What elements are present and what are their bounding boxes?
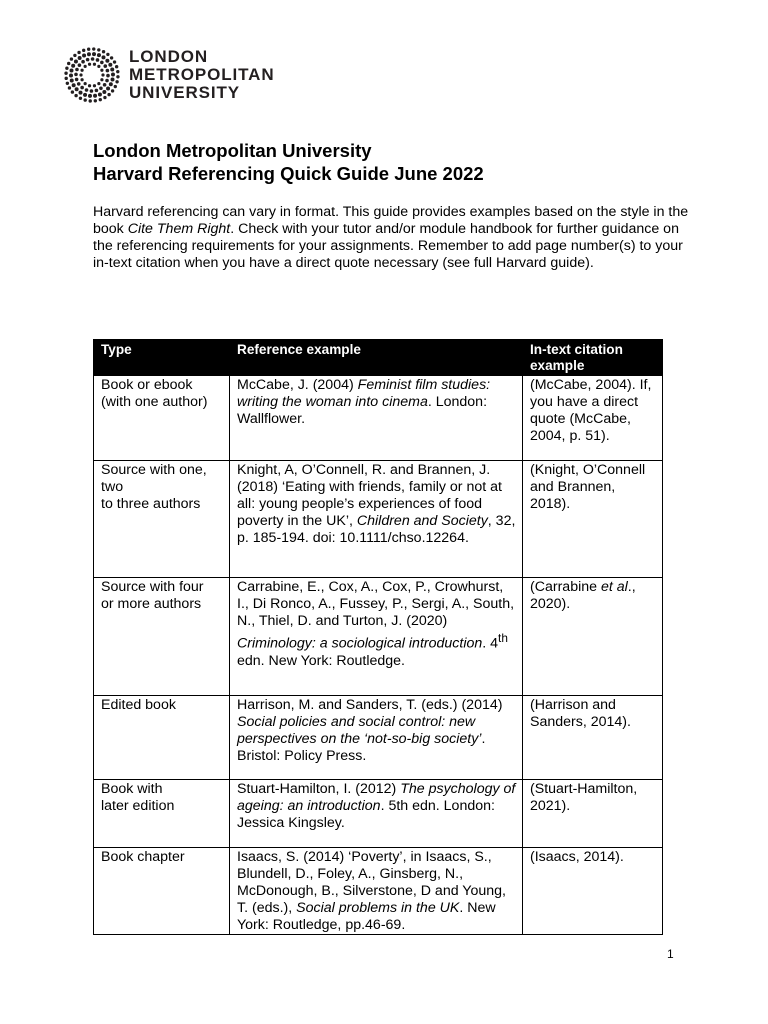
reference-cell: Stuart-Hamilton, I. (2012) The psychology of ageing: an introduction. 5th edn. London: Jessica Kingsley. — [230, 780, 523, 848]
type-cell: Book with later edition — [94, 780, 230, 848]
citation-cell: (Isaacs, 2014). — [523, 848, 663, 935]
reference-cell: McCabe, J. (2004) Feminist film studies: writing the woman into cinema. London: Wallflower. — [230, 376, 523, 461]
table-row — [94, 376, 663, 461]
university-logo — [64, 47, 275, 103]
logo-line-1: LONDON — [129, 47, 209, 66]
type-cell: Source with one, two to three authors — [94, 461, 230, 578]
type-cell: Book chapter — [94, 848, 230, 935]
header-type: Type — [94, 340, 230, 376]
page-title — [93, 139, 484, 185]
header-reference: Reference example — [230, 340, 523, 376]
page-number: 1 — [667, 947, 674, 961]
table-row — [94, 848, 663, 935]
citation-cell: (McCabe, 2004). If, you have a direct quote (McCabe, 2004, p. 51). — [523, 376, 663, 461]
citation-cell: (Harrison and Sanders, 2014). — [523, 696, 663, 780]
intro-text-1: Harvard referencing can vary in format. This guide provides examples based on the style in the book — [93, 204, 689, 237]
type-cell: Source with four or more authors — [94, 578, 230, 696]
table-row — [94, 461, 663, 578]
reference-table — [93, 339, 663, 935]
starburst-logo-icon — [64, 47, 120, 103]
intro-book-title: Cite Them Right — [127, 221, 231, 237]
intro-text-2: . Check with your tutor and/or module handbook for further guidance on the referencing requirements for your assignments. Remember to add page number(s) to your in-text citation when you have a direct quote necessary (see full Harvard guide). — [93, 221, 683, 271]
logo-wordmark — [129, 48, 275, 102]
table-header-row — [94, 340, 663, 376]
type-cell: Edited book — [94, 696, 230, 780]
logo-line-3: UNIVERSITY — [129, 83, 241, 102]
type-cell: Book or ebook (with one author) — [94, 376, 230, 461]
reference-cell: Isaacs, S. (2014) ‘Poverty’, in Isaacs, S., Blundell, D., Foley, A., Ginsberg, N., McDonough, B., Silverstone, D and Young, T. (eds.), Social problems in the UK. New York: Routledge, pp.46-69. — [230, 848, 523, 935]
header-citation: In-text citation example — [523, 340, 663, 376]
table-row — [94, 578, 663, 696]
logo-line-2: METROPOLITAN — [129, 65, 275, 84]
reference-cell: Harrison, M. and Sanders, T. (eds.) (2014) Social policies and social control: new perspectives on the ‘not-so-big society’. Bristol: Policy Press. — [230, 696, 523, 780]
citation-cell: (Knight, O’Connell and Brannen, 2018). — [523, 461, 663, 578]
reference-cell: Carrabine, E., Cox, A., Cox, P., Crowhurst, I., Di Ronco, A., Fussey, P., Sergi, A., South, N., Thiel, D. and Turton, J. (2020) Criminology: a sociological introduction. 4th edn. New York: Routledge. — [230, 578, 523, 696]
intro-paragraph — [93, 204, 693, 272]
title-line-1: London Metropolitan University — [93, 140, 372, 161]
citation-cell: (Carrabine et al., 2020). — [523, 578, 663, 696]
citation-cell: (Stuart-Hamilton, 2021). — [523, 780, 663, 848]
reference-cell: Knight, A, O’Connell, R. and Brannen, J. (2018) ‘Eating with friends, family or not at all: young people’s experiences of food poverty in the UK’, Children and Society, 32, p. 185-194. doi: 10.1111/chso.12264. — [230, 461, 523, 578]
table-row — [94, 780, 663, 848]
title-line-2: Harvard Referencing Quick Guide June 2022 — [93, 163, 484, 184]
table-row — [94, 696, 663, 780]
